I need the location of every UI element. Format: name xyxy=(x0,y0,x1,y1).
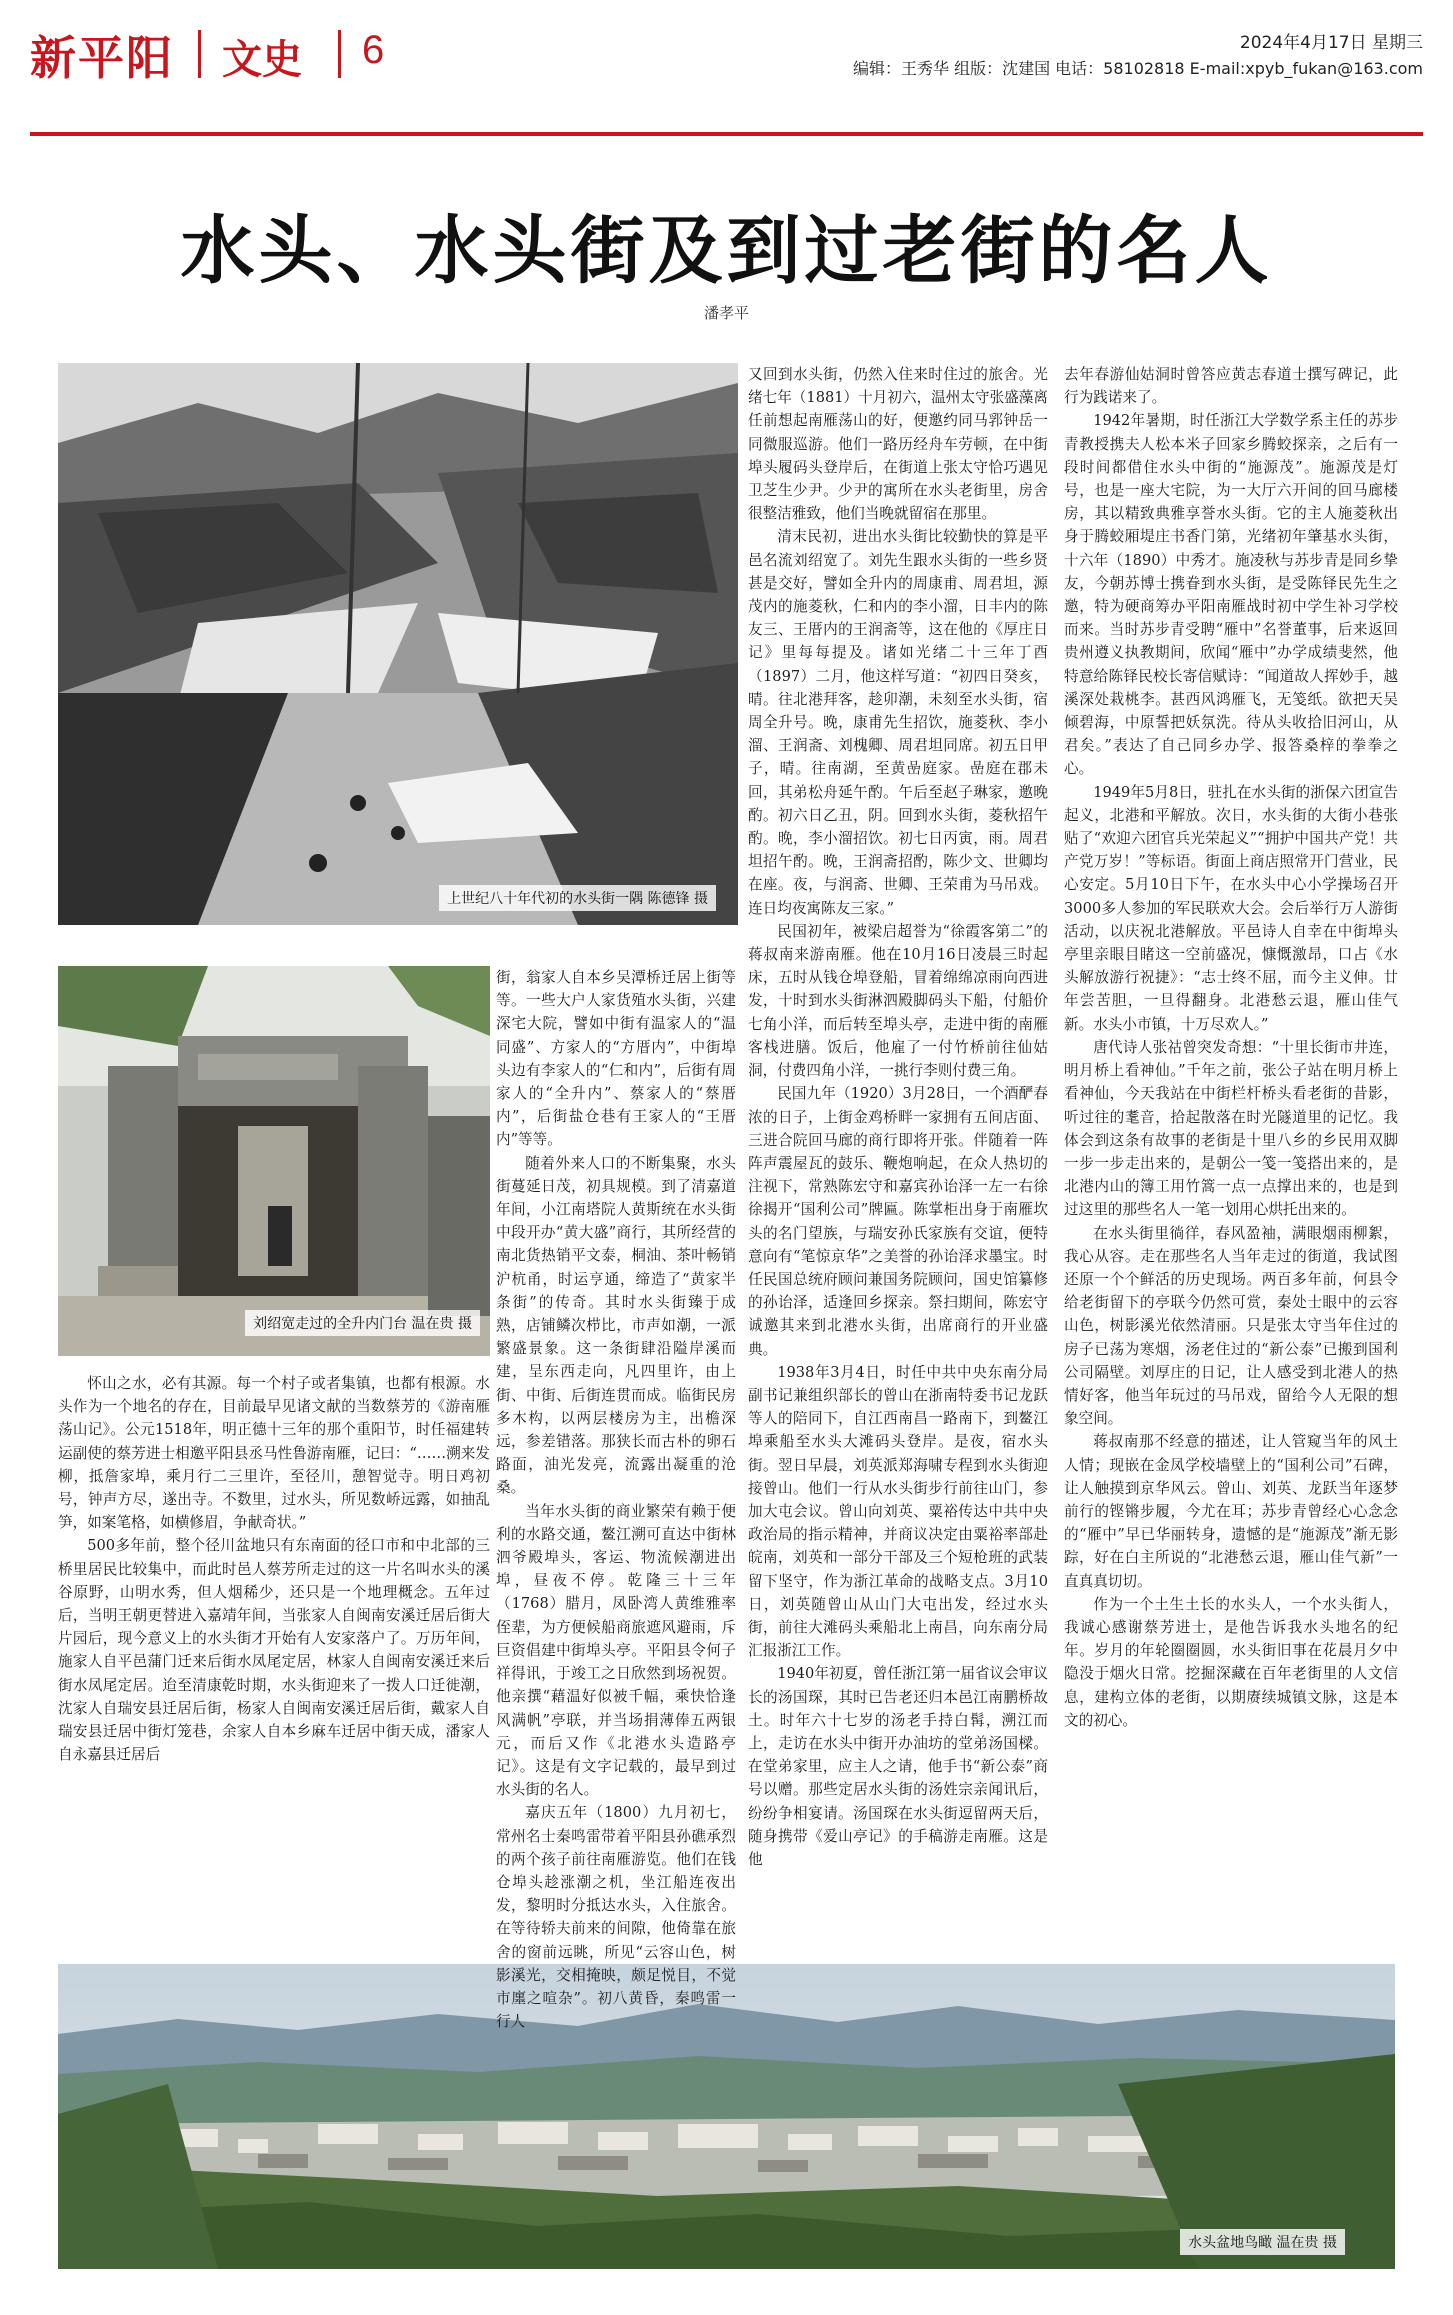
paragraph: 街，翁家人自本乡吴潭桥迁居上街等等。一些大户人家货殖水头街，兴建深宅大院，譬如中街有温家人的“温同盛”、方家人的“方厝内”，中街埠头边有李家人的“仁和内”，后街有周家人的“全升内”、蔡家人的“蔡厝内”，后街盐仓巷有王家人的“王厝内”等等。 xyxy=(496,969,736,1149)
paragraph: 又回到水头街，仍然入住来时住过的旅舍。光绪七年（1881）十月初六，温州太守张盛藻离任前想起南雁荡山的好，便邀约同马郛钟岳一同微服巡游。他们一路历经舟车劳顿，在中街埠头履码头登岸后，在街道上张太守恰巧遇见卫芝生少尹。少尹的寓所在水头老街里，房舍很整洁雅致，他们当晚就留宿在那里。 xyxy=(748,366,1048,523)
paragraph: 500多年前，整个径川盆地只有东南面的径口市和中北部的三桥里居民比较集中，而此时邑人蔡芳所走过的这一片名叫水头的溪谷原野，山明水秀，但人烟稀少，还只是一个地理概念。五年过后，当明王朝更替进入嘉靖年间，当张家人自闽南安溪迁居后街大片园后，现今意义上的水头街才开始有人安家落户了。万历年间，施家人自平邑蒲门迁来后街水凤尾定居，林家人自闽南安溪迁来后街水凤尾定居。迨至清康乾时期，水头街迎来了一拨人口迁徙潮，沈家人自瑞安县迁居后街，杨家人自闽南安溪迁居后街，戴家人自瑞安县迁居中街灯笼巷，余家人自本乡麻车迁居中街天成，潘家人自永嘉县迁居后 xyxy=(58,1537,490,1764)
masthead-rule xyxy=(30,132,1423,136)
paragraph: 1949年5月8日，驻扎在水头街的浙保六团宣告起义，北港和平解放。次日，水头街的大街小巷张贴了“欢迎六团官兵光荣起义”“拥护中国共产党！共产党万岁！”等标语。街面上商店照常开门营业，民心安定。5月10日下午，在水头中心小学操场召开3000多人参加的军民联欢大会。会后举行万人游街活动，以庆祝北港解放。平邑诗人自幸在中街埠头亭里亲眼目睹这一空前盛况，慷慨激昂，口占《水头解放游行祝捷》：“志士终不屈，而今主义伸。廿年尝苦胆，一旦得翻身。北港愁云退，雁山佳气新。水头小市镇，十万尽欢人。” xyxy=(1064,783,1398,1033)
gate-photo xyxy=(58,966,490,1356)
old-street-photo xyxy=(58,363,738,925)
paragraph: 清末民初，进出水头街比较勤快的算是平邑名流刘绍宽了。刘先生跟水头街的一些乡贤甚是交好，譬如全升内的周康甫、周君坦，源茂内的施菱秋，仁和内的李小溜，日丰内的陈友三、王厝内的王润斋等，这在他的《厚庄日记》里每每提及。诸如光绪二十三年丁酉（1897）二月，他这样写道：“初四日癸亥，晴。往北港拜客，趁卯潮，未刻至水头街，宿周全升号。晚，康甫先生招饮，施菱秋、李小溜、王润斋、刘槐卿、周君坦同席。初五日甲子，晴。往南湖，至黄嵒庭家。嵒庭在郡未回，其弟松舟延午酌。午后至赵子琳家，邀晚酌。初六日乙丑，阴。回到水头街，菱秋招午酌。晚，李小溜招饮。初七日丙寅，雨。周君坦招午酌。晚，王润斋招酌，陈少文、世卿均在座。夜，与润斋、世卿、王荣甫为马吊戏。连日均夜寓陈友三家。” xyxy=(748,528,1048,917)
article-column-2 xyxy=(496,966,736,2031)
paragraph: 当年水头街的商业繁荣有赖于便利的水路交通，鳌江溯可直达中街林泗爷殿埠头，客运、物流候潮进出埠，昼夜不停。乾隆三十三年（1768）腊月，凤卧湾人黄维雅率侄辈，为方便候船商旅遮风避雨，斥巨资倡建中街埠头亭。平阳县令何子祥得讯，于竣工之日欣然到场祝贺。他亲撰“藉温好似被千幅，乘快恰逢风满帆”亭联，并当场捐薄俸五两银元，而后又作《北港水头造路亭记》。这是有文字记载的，最早到过水头街的名人。 xyxy=(496,1502,736,1799)
paragraph: 1942年暑期，时任浙江大学数学系主任的苏步青教授携夫人松本米子回家乡腾蛟探亲，之后有一段时间都借住水头中街的“施源茂”。施源茂是灯号，也是一座大宅院，为一大厅六开间的回马廊楼房，其以精致典雅享誉水头街。它的主人施菱秋出身于腾蛟厢堤庄书香门第，光绪初年肇基水头街，十六年（1890）中秀才。施凌秋与苏步青是同乡挚友，今朝苏博士携眷到水头街，是受陈铎民先生之邀，特为硬商筹办平阳南雁战时初中学生补习学校而来。当时苏步青受聘“雁中”名誉董事，后来返回贵州遵义执教期间，欣闻“雁中”办学成绩斐然，他特意给陈铎民校长寄信赋诗：“闻道故人挥妙手，越溪深处栽桃李。甚西风鸿雁飞，无笺纸。欲把天吴倾碧海，中原誓把妖氛洗。待从头收拾旧河山，从君矣。”表达了自己同乡办学、报答桑梓的拳拳之心。 xyxy=(1064,412,1398,778)
article-column-3 xyxy=(748,363,1048,1952)
paragraph: 作为一个土生土长的水头人，一个水头街人，我诚心感谢蔡芳进士，是他告诉我水头地名的纪年。岁月的年轮圈圈圆，水头街旧事在花晨月夕中隐没于烟火日常。挖掘深藏在百年老街里的人文信息，建构立体的老街，以期赓续城镇文脉，这是本文的初心。 xyxy=(1064,1595,1398,1729)
paragraph: 随着外来人口的不断集聚，水头街蔓延日茂，初具规模。到了清嘉道年间，小江南塔院人黄斯统在水头街中段开办“黄大盛”商行，其所经营的南北货热销平文泰，桐油、茶叶畅销沪杭甬，时运亨通，缔造了“黄家半条街”的传奇。其时水头街臻于成熟，店铺鳞次栉比，市声如潮，一派繁盛景象。这一条街肆沿隘岸溪而建，呈东西走向，凡四里许，由上街、中街、后街连贯而成。临街民房多木构，以两层楼房为主，出檐深远，参差错落。那狭长而古朴的卵石路面，油光发亮，流露出凝重的沧桑。 xyxy=(496,1154,736,1497)
paragraph: 唐代诗人张祜曾突发奇想：“十里长街市井连，明月桥上看神仙。”千年之前，张公子站在明月桥上看神仙，今天我站在中街栏杆桥头看老街的昔影，听过往的耄音，拾起散落在时光隧道里的记忆。我体会到这条有故事的老街是十里八乡的乡民用双脚一步一步走出来的，是朝公一笺一笺搭出来的，是北港内山的簿工用竹篙一点一点撑出来的，也是到过这里的那些名人一笔一划用心烘托出来的。 xyxy=(1064,1038,1398,1219)
newspaper-name: 新平阳 xyxy=(30,31,174,85)
article-column-4 xyxy=(1064,363,1398,1952)
paragraph: 怀山之水，必有其源。每一个村子或者集镇，也都有根源。水头作为一个地名的存在，目前最早见诸文献的当数蔡芳的《游南雁荡山记》。公元1518年，明正德十三年的那个重阳节，时任福建转运副使的蔡芳进士相邀平阳县丞马性鲁游南雁，记曰：“……溯来发柳，抵詹家埠，乘月行二三里许，至径川，憩智觉寺。明日鸡初号，钟声方尽，遂出寺。不数里，过水头，所见数峤远露，如抽乱笋，如案笔格，如横修眉，争献奇状。” xyxy=(58,1375,490,1532)
section-name: 文史 xyxy=(222,37,302,83)
article-author: 潘孝平 xyxy=(703,304,749,322)
paragraph: 民国初年，被梁启超誉为“徐霞客第二”的蒋叔南来游南雁。他在10月16日凌晨三时起床，五时从钱仓埠登船，冒着绵绵凉雨向西进发，十时到水头街淋泗殿脚码头下船，付船价七角小洋，而后转至埠头亭，走进中街的南雁客栈进膳。饭后，他雇了一付竹桥前往仙姑洞，付费四角小洋，一挑行李则付费三角。 xyxy=(748,922,1048,1080)
paragraph: 蒋叔南那不经意的描述，让人管窥当年的风土人情；现嵌在金凤学校墙壁上的“国利公司”石碑，让人触摸到京华风云。曾山、刘英、龙跃当年逐梦前行的铿锵步履，今尤在耳；苏步青曾经心心念念的“雁中”早已华丽转身，遗憾的是“施源茂”渐无影踪，好在白主所说的“北港愁云退，雁山佳气新”一直真真切切。 xyxy=(1064,1433,1398,1590)
masthead-separator xyxy=(198,30,201,78)
paragraph: 民国九年（1920）3月28日，一个酒酽春浓的日子，上街金鸡桥畔一家拥有五间店面、三进合院回马廊的商行即将开张。伴随着一阵阵声震屋瓦的鼓乐、鞭炮响起，在众人热切的注视下，常熟陈宏守和嘉宾孙诒泽一左一右徐徐揭开“国利公司”牌匾。陈掌柜出身于南雁坎头的名门望族，与瑞安孙氏家族有交谊，便特意向有“笔惊京华”之美誉的孙诒泽求墨宝。时任民国总统府顾问兼国务院顾问，国史馆纂修的孙诒泽，适逢回乡探亲。祭扫期间，陈宏守诚邀其来到北港水头街，出席商行的开业盛典。 xyxy=(748,1085,1048,1358)
old-street-photo-caption: 上世纪八十年代初的水头街一隅 陈德锋 摄 xyxy=(439,885,716,911)
paragraph: 1938年3月4日，时任中共中央东南分局副书记兼组织部长的曾山在浙南特委书记龙跃等人的陪同下，自江西南昌一路南下，到鳌江埠乘船至水头大滩码头登岸。是夜，宿水头街。翌日早晨，刘英派郑海啸专程到水头街迎接曾山。他们一行从水头街步行前往山门，参加大屯会议。曾山向刘英、粟裕传达中共中央政治局的指示精神，并商议决定由粟裕率部赴皖南，刘英和一部分干部及三个短枪班的武装留下坚守，作为浙江革命的战略支点。3月10日，刘英随曾山从山门大屯出发，经过水头街，前往大滩码头乘船北上南昌，向东南分局汇报浙江工作。 xyxy=(748,1363,1048,1660)
paragraph: 在水头街里徜徉，春风盈袖，满眼烟雨柳絮，我心从容。走在那些名人当年走过的街道，我试图还原一个个鲜活的历史现场。两百多年前，何县令给老街留下的亭联今仍然可赏，秦处士眼中的云容山色，树影溪光依然清丽。只是张太守当年住过的房子已荡为寒烟，汤老住过的“新公泰”已搬到国利公司隔壁。刘厚庄的日记，让人感受到北港人的热情好客，他当年玩过的马吊戏，留给今人无限的想象空间。 xyxy=(1064,1224,1398,1428)
article-title: 水头、水头街及到过老街的名人 xyxy=(180,208,1273,294)
article-column-1 xyxy=(58,1372,490,1952)
editor-credits: 编辑：王秀华 组版：沈建国 电话：58102818 E-mail:xpyb_fukan@163.com xyxy=(852,59,1423,78)
page-number: 6 xyxy=(362,28,385,72)
masthead-separator xyxy=(338,30,341,78)
gate-photo-caption: 刘绍宽走过的全升内门台 温在贵 摄 xyxy=(245,1310,480,1336)
issue-date: 2024年4月17日 星期三 xyxy=(1239,33,1423,53)
paragraph: 1940年初夏，曾任浙江第一届省议会审议长的汤国琛，其时已告老还归本邑江南鹏桥故土。时年六十七岁的汤老手持白髯，溯江而上，走访在水头中街开办油坊的堂弟汤国樑。在堂弟家里，应主人之请，他手书“新公泰”商号以赠。那些定居水头街的汤姓宗亲闻讯后，纷纷争相宴请。汤国琛在水头街逗留两天后，随身携带《爱山亭记》的手稿游走南雁。这是他 xyxy=(748,1665,1048,1868)
paragraph: 去年春游仙姑洞时曾答应黄志春道士撰写碑记，此行为践诺来了。 xyxy=(1064,366,1398,407)
masthead xyxy=(0,0,1453,138)
paragraph: 嘉庆五年（1800）九月初七，常州名士秦鸣雷带着平阳县孙礁承烈的两个孩子前往南雁游览。他们在钱仓埠头趁涨潮之机，坐江船连夜出发，黎明时分抵达水头，入住旅舍。在等待轿夫前来的间隙，他倚靠在旅舍的窗前远眺，所见“云容山色，树影溪光，交相掩映，颇足悦目，不觉市廛之喧杂”。初八黄昏，秦鸣雷一行人 xyxy=(496,1804,736,2031)
basin-aerial-photo-caption: 水头盆地鸟瞰 温在贵 摄 xyxy=(1180,2229,1345,2255)
